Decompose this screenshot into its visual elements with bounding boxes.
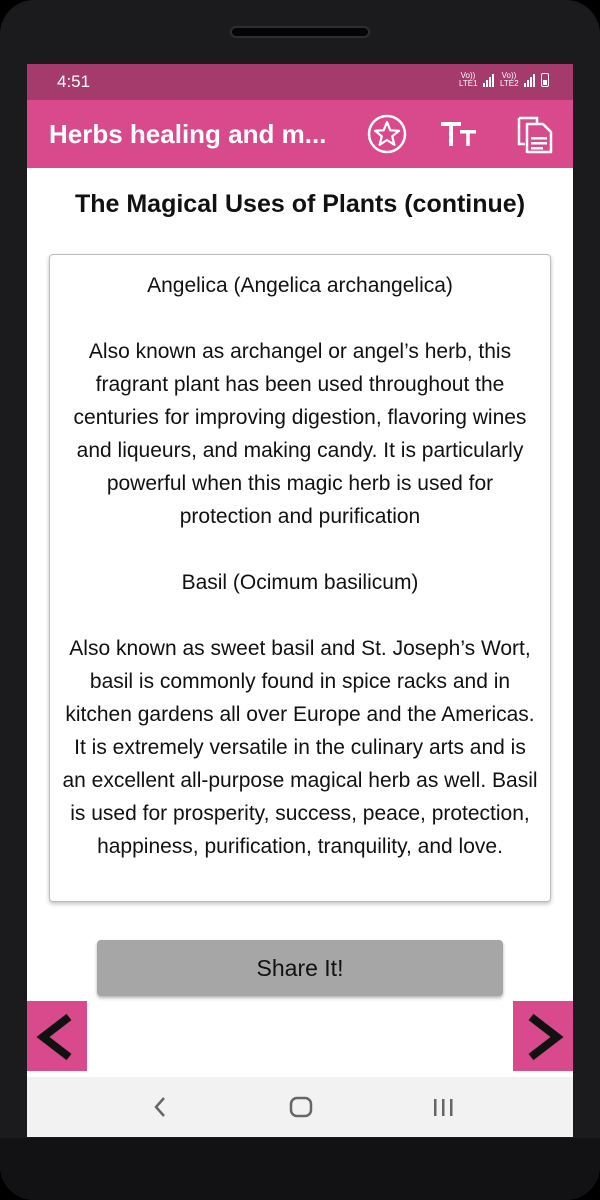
page-heading: The Magical Uses of Plants (continue): [74, 190, 526, 218]
favorite-button[interactable]: [365, 112, 409, 156]
herb-description: Also known as archangel or angel’s herb, this fragrant plant has been used throughout the centuries for improving digestion, flavoring wines and liqueurs, and making candy. It is particularly powerful when this magic herb is used for protection and purification: [73, 340, 527, 528]
app-title: Herbs healing and m...: [49, 119, 327, 149]
signal-icon: [483, 73, 494, 87]
system-back-button[interactable]: [149, 1095, 173, 1119]
share-button[interactable]: Share It!: [97, 940, 503, 996]
system-recents-button[interactable]: [431, 1097, 455, 1117]
status-icons: [459, 72, 549, 88]
chevron-right-icon: [513, 1001, 573, 1071]
herb-description: Also known as sweet basil and St. Joseph’s Wort, basil is commonly found in spice racks and in kitchen gardens all over Europe and the Americas. It is extremely versatile in the culinary arts and is an excellent all-purpose magical herb as well. Basil is used for prosperity, success, peace, protection, happiness, purification, tranquility, and love.: [62, 637, 538, 858]
system-home-button[interactable]: [289, 1096, 313, 1118]
phone-speaker: [230, 26, 370, 38]
star-outline-icon: [365, 112, 409, 156]
next-page-button[interactable]: [513, 1001, 573, 1071]
status-time: 4:51: [57, 72, 91, 91]
home-icon: [289, 1096, 313, 1118]
copy-icon: [513, 112, 557, 156]
screen: [27, 64, 573, 1137]
back-icon: [149, 1095, 173, 1119]
text-size-button[interactable]: [437, 112, 481, 156]
battery-icon: [541, 73, 549, 87]
herb-title: Angelica (Angelica archangelica): [147, 274, 453, 297]
copy-button[interactable]: [513, 112, 557, 156]
signal-icon: [524, 73, 535, 87]
phone-bottom-bezel: [0, 1138, 600, 1200]
text-size-icon: [437, 112, 481, 156]
system-navigation-bar: [27, 1077, 573, 1137]
sim2-label: Vo)) LTE2: [500, 71, 519, 88]
chevron-left-icon: [27, 1001, 87, 1071]
sim1-label: Vo)) LTE1: [459, 71, 478, 88]
status-bar: [27, 64, 573, 100]
herb-title: Basil (Ocimum basilicum): [181, 571, 419, 594]
app-bar: [27, 100, 573, 168]
previous-page-button[interactable]: [27, 1001, 87, 1071]
content-card[interactable]: [49, 254, 551, 902]
recents-icon: [431, 1097, 455, 1117]
